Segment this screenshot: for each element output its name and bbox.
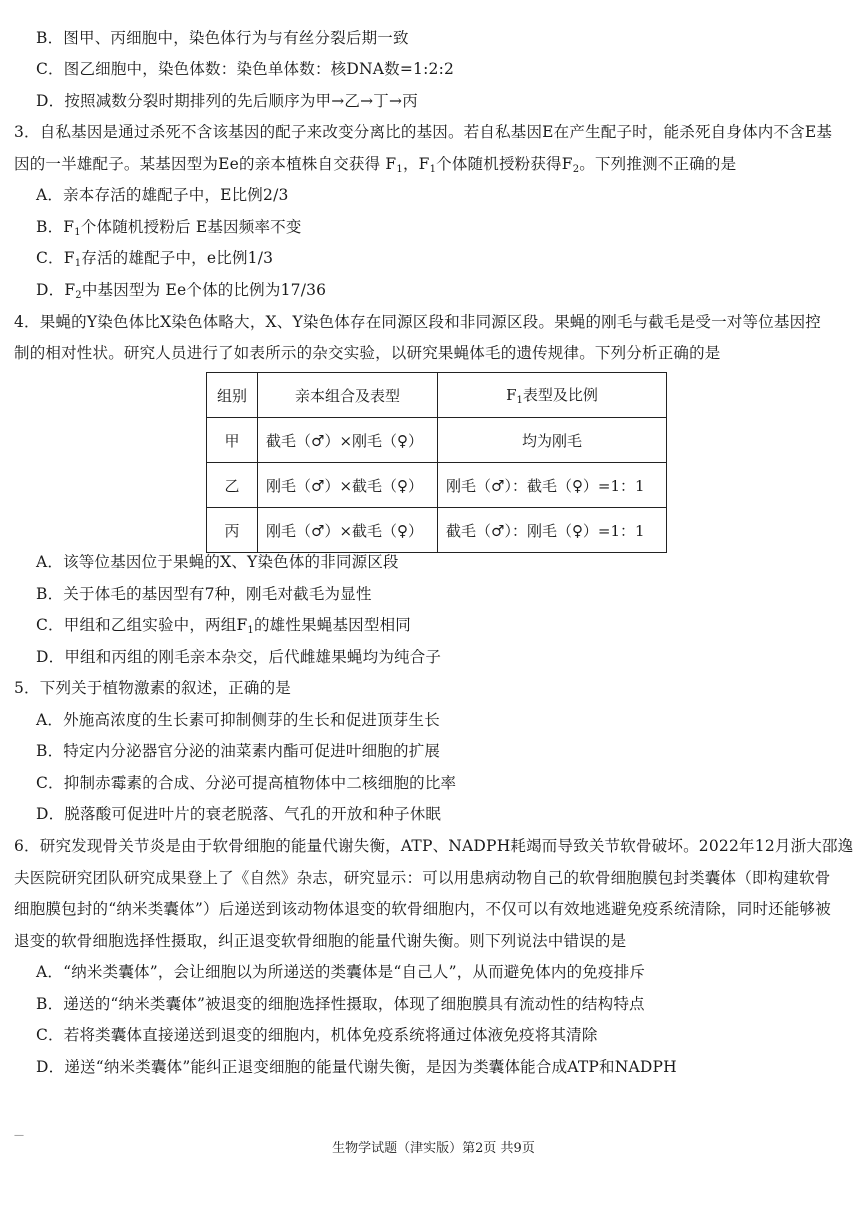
table-cell: 刚毛（♂）×截毛（♀） [258,463,438,508]
q4-option-d: D．甲组和丙组的刚毛亲本杂交，后代雌雄果蝇均为纯合子 [36,648,442,666]
table-cell: 刚毛（♂）×截毛（♀） [258,508,438,553]
q3-option-b-text-a: B．F [36,218,75,236]
table-header-row [207,373,667,418]
q3-option-c-text-a: C．F [36,249,75,267]
q4-option-a: A．该等位基因位于果蝇的X、Y染色体的非同源区段 [36,553,399,571]
q3-option-d-text-a: D．F [36,281,76,299]
page-footer: 生物学试题（津实版）第2页 共9页 [332,1141,535,1156]
q3-stem-text-c: 个体随机授粉获得F [436,155,573,173]
corner-mark: — [14,1130,24,1141]
q6-option-d: D．递送“纳米类囊体”能纠正退变细胞的能量代谢失衡，是因为类囊体能合成ATP和NADPH [36,1058,677,1076]
q6-option-a: A．“纳米类囊体”，会让细胞以为所递送的类囊体是“自己人”，从而避免体内的免疫排斥 [36,963,646,981]
subscript: 2 [572,164,580,175]
cross-experiment-table [206,372,667,553]
q2-option-b: B．图甲、丙细胞中，染色体行为与有丝分裂后期一致 [36,29,409,47]
q3-option-b [36,217,302,243]
q6-stem-line4: 退变的软骨细胞选择性摄取，纠正退变软骨细胞的能量代谢失衡。则下列说法中错误的是 [14,932,627,950]
q2-option-d: D．按照减数分裂时期排列的先后顺序为甲→乙→丁→丙 [36,92,418,110]
header-text-f: F [506,386,517,404]
q3-stem-text-d: 。下列推测不正确的是 [579,155,737,173]
q3-option-a: A．亲本存活的雄配子中，E比例2/3 [36,186,289,204]
q3-option-c [36,248,273,274]
table-header-cell: 亲本组合及表型 [258,373,438,418]
table-cell: 乙 [207,463,258,508]
q4-stem-line1: 4．果蝇的Y染色体比X染色体略大，X、Y染色体存在同源区段和非同源区段。果蝇的刚毛与截毛是受一对等位基因控 [14,313,821,331]
subscript: 1 [74,258,82,269]
subscript: 1 [247,625,254,636]
q3-option-d-text-b: 中基因型为 Ee个体的比例为17/36 [81,281,327,299]
q5-stem: 5．下列关于植物激素的叙述，正确的是 [14,679,291,697]
q2-option-c: C．图乙细胞中，染色体数：染色单体数：核DNA数=1:2:2 [36,60,455,78]
q6-stem-line1: 6．研究发现骨关节炎是由于软骨细胞的能量代谢失衡，ATP、NADPH耗竭而导致关节软骨破坏。2022年12月浙大邵逸 [14,837,854,855]
q5-option-c: C．抑制赤霉素的合成、分泌可提高植物体中二核细胞的比率 [36,774,457,792]
q5-option-d: D．脱落酸可促进叶片的衰老脱落、气孔的开放和种子休眠 [36,805,442,823]
subscript: 1 [74,227,81,238]
q5-option-b: B．特定内分泌器官分泌的油菜素内酯可促进叶细胞的扩展 [36,742,441,760]
table-row [207,508,667,553]
q3-option-c-text-b: 存活的雄配子中，e比例1/3 [81,249,274,267]
q4-option-b: B．关于体毛的基因型有7种，刚毛对截毛为显性 [36,585,372,603]
q3-option-b-text-b: 个体随机授粉后 E基因频率不变 [80,218,302,236]
table-header-cell [438,373,667,418]
q6-option-b: B．递送的“纳米类囊体”被退变的细胞选择性摄取，体现了细胞膜具有流动性的结构特点 [36,995,645,1013]
table-cell: 刚毛（♂）：截毛（♀）=1：1 [438,463,667,508]
q5-option-a: A．外施高浓度的生长素可抑制侧芽的生长和促进顶芽生长 [36,711,440,729]
q3-stem-line1: 3．自私基因是通过杀死不含该基因的配子来改变分离比的基因。若自私基因E在产生配子时，能杀死自身体内不含E基 [14,123,833,141]
table-cell: 丙 [207,508,258,553]
q4-option-c-text-b: 的雄性果蝇基因型相同 [253,616,411,634]
header-text-rest: 表型及比例 [522,386,598,404]
q3-stem-text-b: ，F [402,155,430,173]
q4-option-c-text-a: C．甲组和乙组实验中，两组F [36,616,248,634]
table-row [207,418,667,463]
q6-option-c: C．若将类囊体直接递送到退变的细胞内，机体免疫系统将通过体液免疫将其清除 [36,1026,598,1044]
table-cell: 截毛（♂）×刚毛（♀） [258,418,438,463]
q3-option-d [36,280,326,306]
table-header-cell: 组别 [207,373,258,418]
subscript: 2 [75,290,82,301]
subscript: 1 [396,164,403,175]
table-cell: 截毛（♂）：刚毛（♀）=1：1 [438,508,667,553]
table-row [207,463,667,508]
q6-stem-line2: 夫医院研究团队研究成果登上了《自然》杂志，研究显示：可以用患病动物自己的软骨细胞膜包封类囊体（即构建软骨 [14,869,831,887]
q4-option-c [36,615,411,641]
table-cell: 均为刚毛 [438,418,667,463]
subscript: 1 [429,164,437,175]
table-cell: 甲 [207,418,258,463]
q4-stem-line2: 制的相对性状。研究人员进行了如表所示的杂交实验，以研究果蝇体毛的遗传规律。下列分析正确的是 [14,344,721,362]
q6-stem-line3: 细胞膜包封的“纳米类囊体”）后递送到该动物体退变的软骨细胞内，不仅可以有效地逃避免疫系统清除，同时还能够被 [14,900,831,918]
subscript: 1 [516,395,523,406]
q3-stem-line2 [14,154,736,180]
q3-stem-text-a: 因的一半雄配子。某基因型为Ee的亲本植株自交获得 F [14,155,397,173]
